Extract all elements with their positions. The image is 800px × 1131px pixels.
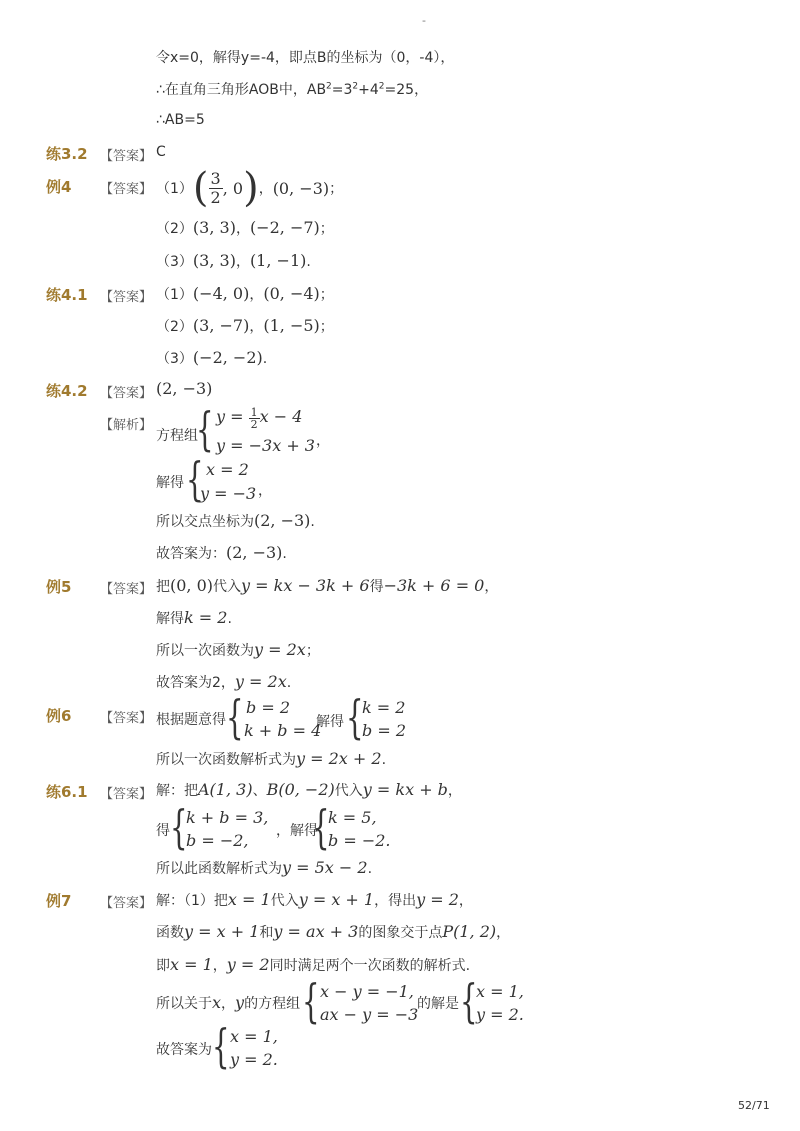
e6-solution-2: b = 2 [362, 721, 406, 740]
left-brace: { [212, 1019, 230, 1073]
problem-number-e7: 例7 [46, 892, 72, 910]
p42-answer: (2, −3) [156, 379, 213, 398]
e4-line-2: （2）(3, 3)，(−2, −7)； [156, 218, 334, 237]
comma: ， [258, 483, 272, 499]
e4-line-1: （1） ( $\frac{3}{2}$ , 0 ) ， (0, −3) ； [156, 165, 344, 211]
analysis-tag: 【解析】 [100, 418, 153, 433]
e6-solution-1: k = 2 [362, 698, 406, 717]
e5-line-1: 把(0, 0)代入y = kx − 3k + 6得−3k + 6 = 0， [156, 576, 499, 595]
page-number: 52/71 [738, 1099, 770, 1112]
problem-number-4-1: 练4.1 [46, 286, 88, 304]
answer-tag: 【答案】 [100, 149, 153, 164]
problem-number-4-2: 练4.2 [46, 382, 88, 400]
p42-solution-label: 解得 [156, 475, 184, 491]
e6-equation-1: b = 2 [246, 698, 290, 717]
intro-line-2: ∴在直角三角形AOB中，$AB^2=3^2+4^2=25$， [156, 81, 429, 98]
p61-line-1: 解：把A(1, 3)、B(0, −2)代入y = kx + b， [156, 780, 462, 799]
left-brace: { [186, 452, 204, 506]
answer-tag: 【答案】 [100, 582, 153, 597]
e4-line-3: （3）(3, 3)，(1, −1). [156, 251, 311, 270]
e7-equation-1: x − y = −1, [320, 982, 414, 1001]
e6-label: 根据题意得 [156, 712, 226, 728]
p41-line-3: （3）(−2, −2). [156, 348, 268, 367]
problem-number-e5: 例5 [46, 578, 72, 596]
e5-line-2: 解得k = 2. [156, 608, 232, 627]
e7-equation-2: ax − y = −3 [320, 1005, 419, 1024]
answer-tag: 【答案】 [100, 787, 153, 802]
problem-number-3-2: 练3.2 [46, 145, 88, 163]
top-dash: - [422, 14, 426, 27]
e7-solution-1: x = 1, [476, 982, 524, 1001]
p61-equation-2: b = −2, [186, 831, 249, 850]
e5-line-4: 故答案为2，y = 2x. [156, 672, 292, 691]
p61-solution-1: k = 5, [328, 808, 377, 827]
e6-equation-2: k + b = 4 [244, 721, 322, 740]
problem-number-e6: 例6 [46, 707, 72, 725]
e6-solution-label: 解得 [316, 714, 344, 730]
p42-line-4: 所以交点坐标为(2, −3). [156, 511, 315, 530]
e7-solution-label: 的解是 [417, 996, 459, 1012]
p41-line-2: （2）(3, −7)，(1, −5)； [156, 316, 334, 335]
p61-equation-1: k + b = 3, [186, 808, 269, 827]
left-brace: { [460, 974, 478, 1028]
answer-tag: 【答案】 [100, 290, 153, 305]
p42-line-5: 故答案为：(2, −3). [156, 543, 287, 562]
p42-solution-1: x = 2 [206, 460, 249, 479]
e7-line-1: 解：（1）把x = 1代入y = x + 1，得出y = 2， [156, 890, 473, 909]
left-brace: { [196, 402, 214, 456]
answer-tag: 【答案】 [100, 182, 153, 197]
left-brace: { [170, 800, 188, 854]
e6-line-3: 所以一次函数解析式为y = 2x + 2. [156, 749, 387, 768]
p61-solution-label: ，解得 [276, 823, 318, 839]
problem-number-e4: 例4 [46, 178, 72, 196]
e7-line-2: 函数y = x + 1和y = ax + 3的图象交于点P(1, 2)， [156, 922, 511, 941]
answer-text: C [156, 144, 166, 160]
e7-answer-label: 故答案为 [156, 1042, 212, 1058]
intro-line-3: ∴AB=5 [156, 112, 205, 128]
left-brace: { [312, 800, 330, 854]
answer-tag: 【答案】 [100, 386, 153, 401]
answer-tag: 【答案】 [100, 896, 153, 911]
p42-solution-2: y = −3 [200, 484, 257, 503]
e7-answer-2: y = 2. [230, 1050, 278, 1069]
p61-line-3: 所以此函数解析式为y = 5x − 2. [156, 858, 373, 877]
e7-solution-2: y = 2. [476, 1005, 524, 1024]
p41-line-1: （1）(−4, 0)，(0, −4)； [156, 284, 334, 303]
p42-equation-1: y = $\frac{1}{2}$ x − 4 [216, 405, 303, 431]
e5-line-3: 所以一次函数为y = 2x； [156, 640, 320, 659]
problem-number-6-1: 练6.1 [46, 783, 88, 801]
comma: ， [316, 433, 330, 449]
intro-line-1: 令x=0，解得y=‑4，即点B的坐标为（0，‑4）， [156, 50, 455, 66]
p42-equation-2: y = −3x + 3 [216, 436, 315, 455]
e7-line-3: 即x = 1，y = 2同时满足两个一次函数的解析式. [156, 955, 471, 974]
left-brace: { [226, 690, 244, 744]
p61-solution-2: b = −2. [328, 831, 391, 850]
p42-system-label: 方程组 [156, 428, 198, 444]
answer-tag: 【答案】 [100, 711, 153, 726]
e7-line-4-label: 所以关于x，y的方程组 [156, 993, 301, 1012]
left-brace: { [302, 974, 320, 1028]
left-brace: { [346, 690, 364, 744]
p61-de: 得 [156, 823, 170, 839]
e7-answer-1: x = 1, [230, 1027, 278, 1046]
